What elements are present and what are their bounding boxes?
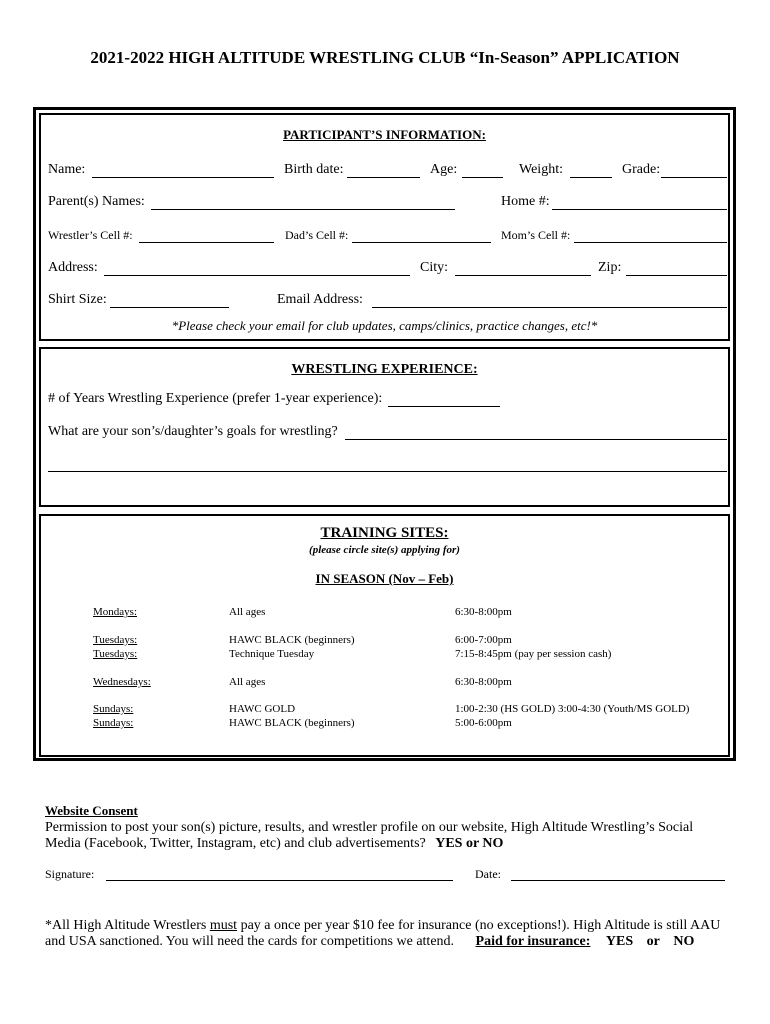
training-subheading: (please circle site(s) applying for): [309, 544, 460, 556]
schedule-site[interactable]: All ages: [229, 676, 266, 688]
schedule-day: Tuesdays:: [93, 648, 138, 660]
grade-field[interactable]: [661, 177, 727, 178]
years-label: # of Years Wrestling Experience (prefer 1-year experience):: [48, 391, 383, 406]
name-field[interactable]: [92, 177, 274, 178]
schedule-site[interactable]: Technique Tuesday: [229, 648, 315, 660]
city-field[interactable]: [455, 275, 591, 276]
paid-insurance-label: Paid for insurance:: [475, 934, 591, 949]
email-field[interactable]: [372, 307, 727, 308]
schedule-day: Mondays:: [93, 606, 137, 618]
email-label: Email Address:: [277, 292, 363, 307]
schedule-site[interactable]: HAWC BLACK (beginners): [229, 717, 355, 729]
birth-date-field[interactable]: [347, 177, 420, 178]
city-label: City:: [420, 260, 449, 275]
consent-question: Media (Facebook, Twitter, Instagram, etc) and club advertisements?: [45, 836, 426, 851]
moms-cell-label: Mom’s Cell #:: [501, 228, 571, 242]
participant-section: [39, 113, 730, 341]
insurance-text-c: and USA sanctioned. You will need the cards for competitions we attend.: [45, 934, 455, 949]
dads-cell-field[interactable]: [352, 242, 491, 243]
schedule-time: 7:15-8:45pm (pay per session cash): [455, 648, 612, 660]
insurance-must: must: [209, 918, 238, 933]
schedule-time: 6:30-8:00pm: [455, 676, 512, 688]
consent-heading: Website Consent: [45, 803, 138, 818]
name-label: Name:: [48, 162, 86, 177]
moms-cell-field[interactable]: [574, 242, 727, 243]
zip-label: Zip:: [598, 260, 622, 275]
wrestler-cell-field[interactable]: [139, 242, 274, 243]
training-section: [39, 514, 730, 757]
address-field[interactable]: [104, 275, 410, 276]
consent-text-line-1: Permission to post your son(s) picture, results, and wrestler profile on our website, High Altitude Wrestling’s Social: [45, 820, 694, 835]
home-label: Home #:: [501, 194, 550, 209]
schedule-day: Wednesdays:: [93, 676, 151, 688]
consent-text-line-2: [45, 836, 503, 852]
insurance-or: or: [646, 934, 660, 949]
experience-heading: WRESTLING EXPERIENCE:: [291, 362, 478, 377]
goals-field-line-2[interactable]: [48, 471, 727, 472]
goals-field[interactable]: [345, 439, 727, 440]
signature-field[interactable]: [106, 880, 453, 881]
date-field[interactable]: [511, 880, 725, 881]
insurance-line-2: [45, 934, 694, 950]
schedule-time: 1:00-2:30 (HS GOLD) 3:00-4:30 (Youth/MS GOLD): [455, 703, 690, 715]
schedule-time: 6:30-8:00pm: [455, 606, 512, 618]
weight-field[interactable]: [570, 177, 612, 178]
schedule-site[interactable]: HAWC GOLD: [229, 703, 296, 715]
parents-field[interactable]: [151, 209, 455, 210]
grade-label: Grade:: [622, 162, 661, 177]
shirt-size-label: Shirt Size:: [48, 292, 107, 307]
dads-cell-label: Dad’s Cell #:: [285, 228, 349, 242]
schedule-site[interactable]: HAWC BLACK (beginners): [229, 634, 355, 646]
insurance-text-a: *All High Altitude Wrestlers: [45, 918, 210, 933]
birth-date-label: Birth date:: [284, 162, 344, 177]
form-frame: [33, 107, 736, 761]
schedule-site[interactable]: All ages: [229, 606, 266, 618]
email-note: *Please check your email for club updates, camps/clinics, practice changes, etc!*: [171, 318, 598, 333]
season-heading: IN SEASON (Nov – Feb): [315, 571, 454, 586]
wrestler-cell-label: Wrestler’s Cell #:: [48, 228, 133, 242]
schedule-time: 5:00-6:00pm: [455, 717, 512, 729]
insurance-yes[interactable]: YES: [605, 934, 634, 949]
age-field[interactable]: [462, 177, 503, 178]
experience-section: [39, 347, 730, 507]
page-title: 2021-2022 HIGH ALTITUDE WRESTLING CLUB “In-Season” APPLICATION: [90, 48, 680, 67]
signature-label: Signature:: [45, 867, 95, 881]
training-heading: TRAINING SITES:: [320, 525, 449, 541]
home-field[interactable]: [552, 209, 727, 210]
years-field[interactable]: [388, 406, 500, 407]
parents-label: Parent(s) Names:: [48, 194, 145, 209]
schedule-day: Tuesdays:: [93, 634, 138, 646]
insurance-line-1: [45, 918, 720, 934]
age-label: Age:: [430, 162, 458, 177]
weight-label: Weight:: [519, 162, 563, 177]
goals-label: What are your son’s/daughter’s goals for wrestling?: [48, 424, 338, 439]
date-label: Date:: [475, 867, 501, 881]
insurance-no[interactable]: NO: [673, 934, 695, 949]
schedule-time: 6:00-7:00pm: [455, 634, 512, 646]
shirt-size-field[interactable]: [110, 307, 229, 308]
insurance-text-b: pay a once per year $10 fee for insurance (no exceptions!). High Altitude is still AAU: [237, 918, 721, 933]
participant-heading: PARTICIPANT’S INFORMATION:: [283, 127, 486, 142]
consent-yes-no[interactable]: YES or NO: [435, 836, 504, 851]
zip-field[interactable]: [626, 275, 727, 276]
schedule-day: Sundays:: [93, 717, 134, 729]
schedule-day: Sundays:: [93, 703, 134, 715]
address-label: Address:: [48, 260, 98, 275]
